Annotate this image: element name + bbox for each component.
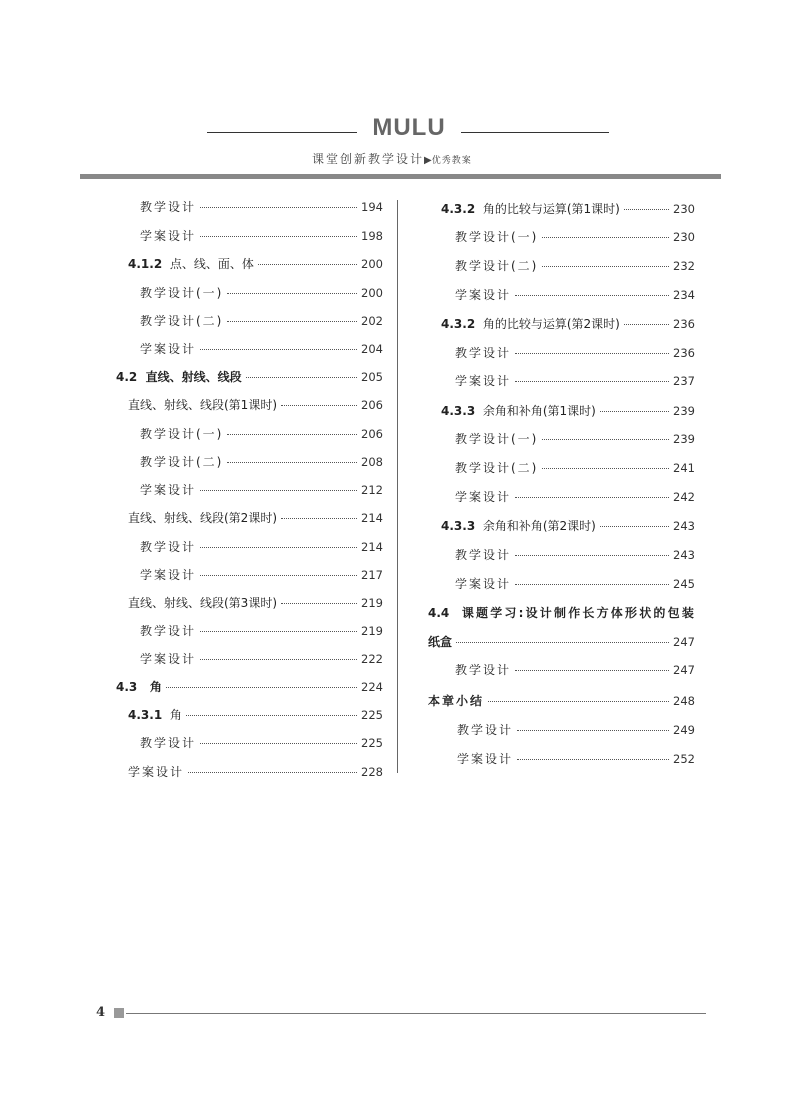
subtitle-main: 课堂创新教学设计 <box>312 152 425 166</box>
page-header <box>0 0 790 190</box>
entry-text: 点、线、面、体 <box>169 257 254 271</box>
leader-dots <box>227 293 357 294</box>
entry-title <box>116 368 242 385</box>
entry-page: 247 <box>673 663 695 677</box>
leader-dots <box>515 295 669 296</box>
entry-page: 252 <box>673 752 695 766</box>
entry-page: 241 <box>673 461 695 475</box>
entry-page: 214 <box>361 540 383 554</box>
entry-page: 202 <box>361 314 383 328</box>
leader-dots <box>281 603 357 604</box>
toc-entry[interactable] <box>457 750 695 767</box>
entry-title: 教学设计 <box>140 624 197 638</box>
entry-number: 4.3.2 <box>441 317 476 331</box>
entry-page: 219 <box>361 624 383 638</box>
entry-title <box>441 402 596 419</box>
entry-title: 教学设计(一) <box>455 230 539 244</box>
entry-page: 228 <box>361 765 383 779</box>
leader-dots <box>624 324 669 325</box>
entry-page: 243 <box>673 519 695 533</box>
entry-title <box>441 315 620 332</box>
entry-page: 205 <box>361 370 383 384</box>
entry-page: 247 <box>673 635 695 649</box>
leader-dots <box>200 349 357 350</box>
leader-dots <box>186 715 357 716</box>
leader-dots <box>200 659 357 660</box>
entry-page: 206 <box>361 427 383 441</box>
toc-entry[interactable] <box>140 312 383 329</box>
toc-entry[interactable] <box>140 453 383 470</box>
leader-dots <box>542 468 669 469</box>
entry-title: 学案设计 <box>455 577 512 591</box>
toc-entry[interactable] <box>140 650 383 667</box>
entry-title: 直线、射线、线段(第3课时) <box>128 596 277 610</box>
toc-entry[interactable] <box>140 227 383 244</box>
toc-entry[interactable] <box>441 315 695 332</box>
entry-text: 角的比较与运算(第2课时) <box>482 317 620 331</box>
entry-title <box>428 604 696 621</box>
entry-title <box>128 255 254 272</box>
leader-dots <box>200 490 357 491</box>
leader-dots <box>258 264 357 265</box>
entry-title: 教学设计(二) <box>455 461 539 475</box>
entry-title: 教学设计 <box>140 736 197 750</box>
toc-entry[interactable] <box>455 661 695 678</box>
entry-text: 角 <box>149 680 162 694</box>
entry-title: 教学设计 <box>140 540 197 554</box>
leader-dots <box>188 772 357 773</box>
toc-entry[interactable] <box>140 284 383 301</box>
toc-entry[interactable] <box>455 430 695 447</box>
entry-page: 234 <box>673 288 695 302</box>
toc-entry-multiline-second[interactable] <box>428 633 695 650</box>
leader-dots <box>246 377 357 378</box>
entry-title: 学案设计 <box>128 765 185 779</box>
toc-entry[interactable] <box>116 368 383 385</box>
toc-entry[interactable] <box>441 200 695 217</box>
entry-page: 245 <box>673 577 695 591</box>
entry-title: 教学设计(一) <box>140 427 224 441</box>
leader-dots <box>488 701 669 702</box>
header-rule-right <box>461 132 609 133</box>
entry-title: 教学设计(一) <box>455 432 539 446</box>
entry-text: 余角和补角(第1课时) <box>482 404 596 418</box>
toc-entry[interactable] <box>140 566 383 583</box>
entry-page: 239 <box>673 432 695 446</box>
entry-title: 学案设计 <box>140 568 197 582</box>
leader-dots <box>542 266 669 267</box>
entry-title: 本章小结 <box>428 694 485 708</box>
entry-page: 224 <box>361 680 383 694</box>
leader-dots <box>281 405 357 406</box>
leader-dots <box>515 381 669 382</box>
entry-page: 242 <box>673 490 695 504</box>
entry-page: 214 <box>361 511 383 525</box>
leader-dots <box>517 759 669 760</box>
entry-title: 教学设计 <box>455 346 512 360</box>
toc-entry[interactable] <box>455 488 695 505</box>
toc-entry[interactable] <box>457 721 695 738</box>
leader-dots <box>515 670 669 671</box>
entry-number: 4.3.1 <box>128 708 163 722</box>
toc-entry[interactable] <box>455 546 695 563</box>
toc-entry[interactable] <box>441 402 695 419</box>
leader-dots <box>281 518 357 519</box>
entry-page: 208 <box>361 455 383 469</box>
toc-entry[interactable] <box>455 228 695 245</box>
entry-page: 239 <box>673 404 695 418</box>
entry-number: 4.4 <box>428 606 450 620</box>
entry-page: 217 <box>361 568 383 582</box>
entry-text: 直线、射线、线段 <box>145 370 242 384</box>
entry-page: 200 <box>361 257 383 271</box>
entry-page: 219 <box>361 596 383 610</box>
entry-page: 225 <box>361 736 383 750</box>
leader-dots <box>515 497 669 498</box>
entry-page: 243 <box>673 548 695 562</box>
entry-page: 237 <box>673 374 695 388</box>
entry-title: 学案设计 <box>140 342 197 356</box>
entry-number: 4.3.3 <box>441 404 476 418</box>
header-title: MULU <box>372 114 446 141</box>
toc-entry[interactable] <box>455 286 695 303</box>
toc-entry[interactable] <box>140 538 383 555</box>
leader-dots <box>227 434 357 435</box>
entry-title: 教学设计 <box>455 548 512 562</box>
entry-title: 直线、射线、线段(第2课时) <box>128 511 277 525</box>
entry-title <box>441 517 596 534</box>
entry-title: 学案设计 <box>457 752 514 766</box>
entry-page: 248 <box>673 694 695 708</box>
toc-entry-multiline-first[interactable] <box>428 604 698 621</box>
entry-page: 204 <box>361 342 383 356</box>
toc-entry[interactable] <box>128 706 383 723</box>
entry-number: 4.3.2 <box>441 202 476 216</box>
toc-entry[interactable] <box>128 396 383 413</box>
toc-entry[interactable] <box>455 459 695 476</box>
entry-page: 230 <box>673 230 695 244</box>
entry-title <box>116 678 162 695</box>
entry-title-continued: 纸盒 <box>428 635 453 649</box>
leader-dots <box>517 730 669 731</box>
entry-title: 教学设计(二) <box>455 259 539 273</box>
entry-page: 232 <box>673 259 695 273</box>
leader-dots <box>227 321 357 322</box>
leader-dots <box>456 642 669 643</box>
toc-entry[interactable] <box>455 257 695 274</box>
header-subtitle <box>312 150 472 167</box>
toc-entry[interactable] <box>140 734 383 751</box>
leader-dots <box>200 575 357 576</box>
entry-number: 4.3 <box>116 680 138 694</box>
footer-rule <box>126 1013 706 1014</box>
entry-title: 学案设计 <box>140 483 197 497</box>
subtitle-small: 优秀教案 <box>431 156 472 166</box>
header-rule-left <box>207 132 357 133</box>
leader-dots <box>200 236 357 237</box>
toc-entry[interactable] <box>140 340 383 357</box>
entry-page: 249 <box>673 723 695 737</box>
toc-entry[interactable] <box>128 255 383 272</box>
leader-dots <box>542 237 669 238</box>
page-number: 4 <box>96 1005 106 1020</box>
toc-entry[interactable] <box>441 517 695 534</box>
entry-title: 教学设计 <box>140 200 197 214</box>
entry-text: 余角和补角(第2课时) <box>482 519 596 533</box>
column-divider <box>397 200 398 773</box>
leader-dots <box>600 526 669 527</box>
entry-title: 学案设计 <box>140 229 197 243</box>
entry-title: 学案设计 <box>140 652 197 666</box>
leader-dots <box>200 207 357 208</box>
entry-title: 教学设计(二) <box>140 455 224 469</box>
toc-entry[interactable] <box>140 425 383 442</box>
leader-dots <box>515 555 669 556</box>
leader-dots <box>227 462 357 463</box>
leader-dots <box>600 411 669 412</box>
leader-dots <box>200 547 357 548</box>
toc-entry[interactable] <box>116 678 383 695</box>
entry-page: 236 <box>673 317 695 331</box>
leader-dots <box>200 743 357 744</box>
entry-text: 课题学习:设计制作长方体形状的包装 <box>461 606 697 620</box>
toc-entry[interactable] <box>128 509 383 526</box>
entry-title: 教学设计(一) <box>140 286 224 300</box>
leader-dots <box>624 209 669 210</box>
entry-page: 230 <box>673 202 695 216</box>
entry-title <box>128 706 182 723</box>
toc-entry[interactable] <box>455 372 695 389</box>
entry-title: 学案设计 <box>455 288 512 302</box>
toc-entry[interactable] <box>140 481 383 498</box>
entry-number: 4.1.2 <box>128 257 163 271</box>
leader-dots <box>166 687 357 688</box>
entry-page: 198 <box>361 229 383 243</box>
toc-entry[interactable] <box>455 344 695 361</box>
entry-title: 学案设计 <box>455 490 512 504</box>
leader-dots <box>542 439 669 440</box>
entry-page: 206 <box>361 398 383 412</box>
leader-dots <box>200 631 357 632</box>
entry-number: 4.3.3 <box>441 519 476 533</box>
arrow-icon: ▶ <box>424 155 432 166</box>
entry-title: 教学设计 <box>457 723 514 737</box>
toc-entry[interactable] <box>128 763 383 780</box>
toc-entry[interactable] <box>455 575 695 592</box>
entry-title <box>441 200 620 217</box>
entry-page: 194 <box>361 200 383 214</box>
entry-title: 教学设计(二) <box>140 314 224 328</box>
entry-page: 236 <box>673 346 695 360</box>
header-bar <box>80 174 721 179</box>
footer-square <box>114 1008 124 1018</box>
entry-text: 角 <box>169 708 182 722</box>
entry-title: 学案设计 <box>455 374 512 388</box>
toc-entry[interactable] <box>140 622 383 639</box>
toc-entry[interactable] <box>140 198 383 215</box>
toc-entry[interactable] <box>428 692 695 709</box>
entry-page: 222 <box>361 652 383 666</box>
toc-entry[interactable] <box>128 594 383 611</box>
entry-page: 212 <box>361 483 383 497</box>
leader-dots <box>515 353 669 354</box>
entry-page: 200 <box>361 286 383 300</box>
entry-page: 225 <box>361 708 383 722</box>
leader-dots <box>515 584 669 585</box>
entry-title: 直线、射线、线段(第1课时) <box>128 398 277 412</box>
entry-number: 4.2 <box>116 370 138 384</box>
entry-text: 角的比较与运算(第1课时) <box>482 202 620 216</box>
entry-title: 教学设计 <box>455 663 512 677</box>
